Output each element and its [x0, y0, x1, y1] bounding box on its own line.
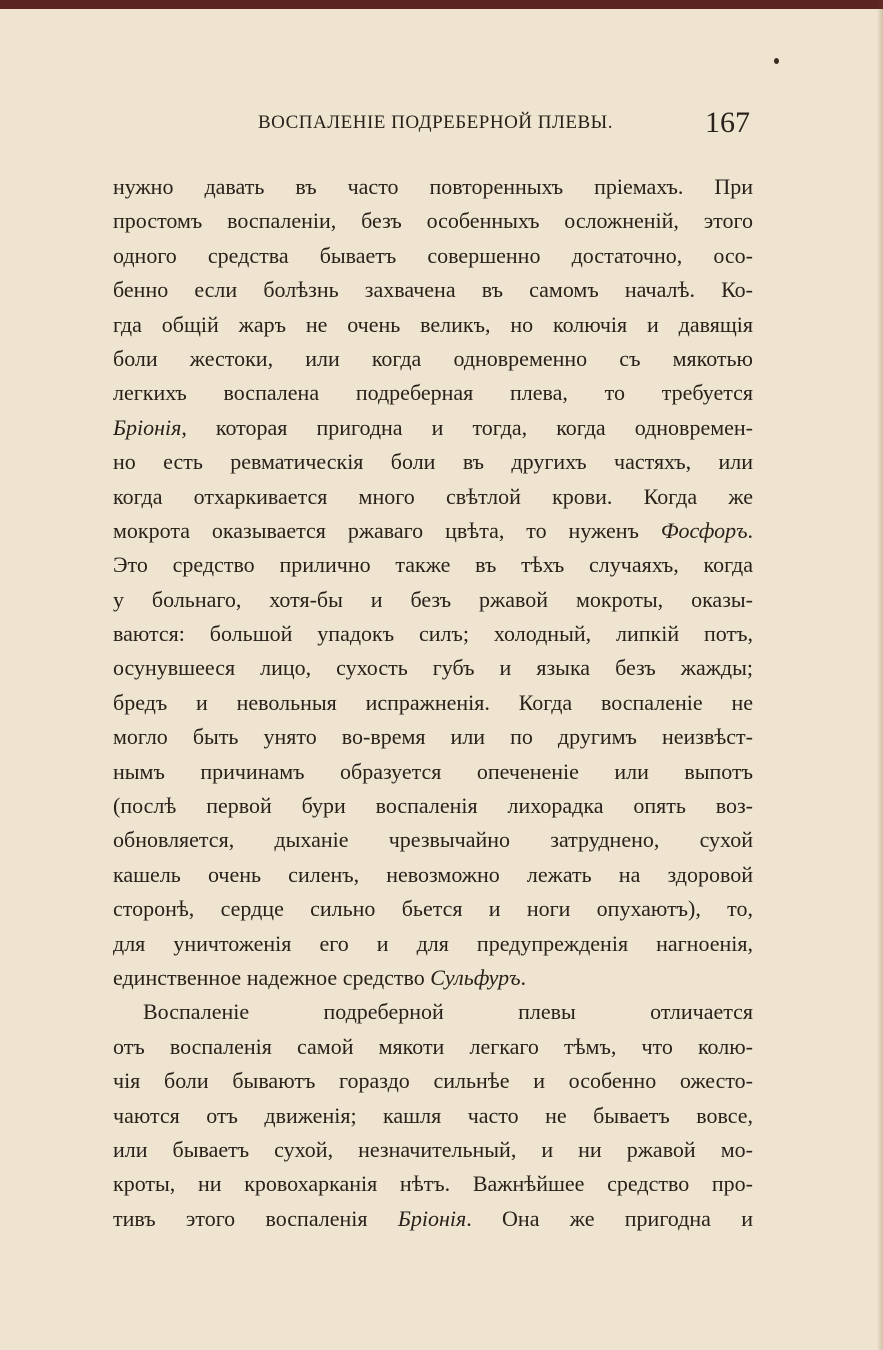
- text-line: отъ воспаленія самой мякоти легкаго тѣмъ, что колю-: [113, 1033, 753, 1059]
- page-right-edge-shadow: [877, 0, 883, 1350]
- page-top-edge: [0, 0, 883, 9]
- text-line: бредъ и невольныя испражненія. Когда воспаленіе не: [113, 689, 753, 715]
- text-line: нужно давать въ часто повторенныхъ пріемахъ. При: [113, 174, 753, 199]
- text-line: боли жестоки, или когда одновременно съ мякотью: [113, 345, 753, 371]
- text-line: кроты, ни кровохарканія нѣтъ. Важнѣйшее средство про-: [113, 1171, 753, 1197]
- text-line: бенно если болѣзнь захвачена въ самомъ началѣ. Ко-: [113, 277, 753, 303]
- text-line: ваются: большой упадокъ силъ; холодный, липкій потъ,: [113, 621, 753, 647]
- text-line: нымъ причинамъ образуется опечененіе или выпотъ: [113, 758, 753, 784]
- text-line: у больнаго, хотя-бы и безъ ржавой мокроты, оказы-: [113, 586, 753, 612]
- text-line: или бываетъ сухой, незначительный, и ни ржавой мо-: [113, 1136, 753, 1162]
- text-line: тивъ этого воспаленія Бріонія. Она же пригодна и: [113, 1205, 753, 1231]
- text-line: чія боли бываютъ гораздо сильнѣе и особенно ожесто-: [113, 1068, 753, 1094]
- text-line: Бріонія, которая пригодна и тогда, когда одновремен-: [113, 414, 753, 440]
- text-line: кашель очень силенъ, невозможно лежать на здоровой: [113, 861, 753, 887]
- running-head: ВОСПАЛЕНІЕ ПОДРЕБЕРНОЙ ПЛЕВЫ.: [258, 112, 613, 133]
- text-line: для уничтоженія его и для предупрежденія нагноенія,: [113, 930, 753, 956]
- text-line: простомъ воспаленіи, безъ особенныхъ осложненій, этого: [113, 208, 753, 234]
- text-line: сторонѣ, сердце сильно бьется и ноги опухаютъ), то,: [113, 896, 753, 922]
- text-line: Это средство прилично также въ тѣхъ случаяхъ, когда: [113, 552, 753, 578]
- text-line: чаются отъ движенія; кашля часто не бываетъ вовсе,: [113, 1102, 753, 1128]
- text-line: одного средства бываетъ совершенно достаточно, осо-: [113, 242, 753, 268]
- text-line: Воспаленіе подреберной плевы отличается: [143, 999, 753, 1025]
- text-line: гда общій жаръ не очень великъ, но колючія и давящія: [113, 311, 753, 337]
- text-line: единственное надежное средство Сульфуръ.: [113, 964, 526, 990]
- text-line: могло быть унято во-время или по другимъ неизвѣст-: [113, 724, 753, 750]
- ink-speck: [774, 58, 779, 64]
- text-line: когда отхаркивается много свѣтлой крови. Когда же: [113, 483, 753, 509]
- text-line: но есть ревматическія боли въ другихъ частяхъ, или: [113, 449, 753, 475]
- text-line: (послѣ первой бури воспаленія лихорадка опять воз-: [113, 793, 753, 819]
- text-line: обновляется, дыханіе чрезвычайно затруднено, сухой: [113, 827, 753, 853]
- text-line: мокрота оказывается ржаваго цвѣта, то нуженъ Фосфоръ.: [113, 517, 753, 543]
- text-line: осунувшееся лицо, сухость губъ и языка безъ жажды;: [113, 655, 753, 681]
- page-number: 167: [705, 106, 750, 139]
- text-line: легкихъ воспалена подреберная плева, то требуется: [113, 380, 753, 406]
- body-text: [113, 170, 753, 1236]
